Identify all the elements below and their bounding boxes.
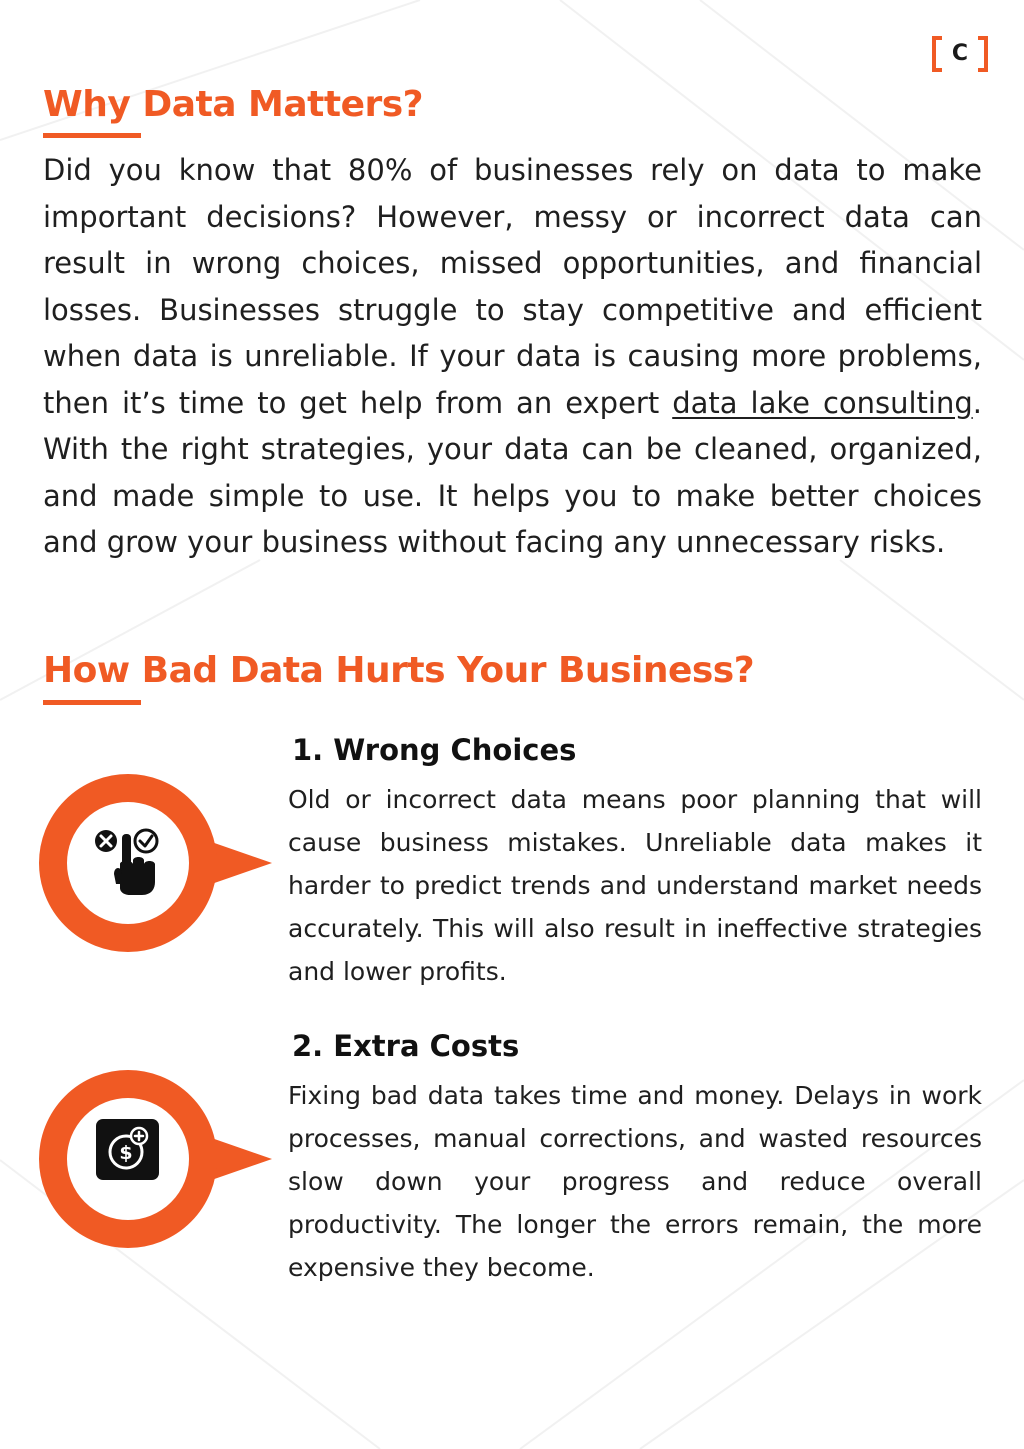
logo-letter: C xyxy=(951,41,969,66)
data-lake-consulting-link[interactable]: data lake consulting xyxy=(672,385,973,420)
item-title-extra-costs: 2. Extra Costs xyxy=(292,1029,520,1063)
svg-text:$: $ xyxy=(119,1142,133,1164)
section-heading-why-data-matters: Why Data Matters? xyxy=(43,84,424,125)
intro-text-end: . With the right strategies, your data can be cleaned, organized, and made simple to use. It helps you to make better choices and grow your business without facing any unnecessary risks. xyxy=(43,385,982,559)
intro-paragraph xyxy=(43,147,982,566)
heading-underline xyxy=(43,133,141,138)
section-heading-bad-data: How Bad Data Hurts Your Business? xyxy=(43,650,755,691)
brand-logo xyxy=(932,36,988,72)
heading-underline xyxy=(43,700,141,705)
item-title-wrong-choices: 1. Wrong Choices xyxy=(292,733,577,767)
item-body-extra-costs: Fixing bad data takes time and money. Delays in work processes, manual corrections, and wasted resources slow down your progress and reduce overall productivity. The longer the errors remain, the more expensive they become. xyxy=(288,1081,982,1282)
dollar-plus-icon xyxy=(96,1119,159,1180)
item-body-wrong-choices: Old or incorrect data means poor planning that will cause business mistakes. Unreliable data makes it harder to predict trends and understand market needs accurately. This will also result in ineffective strategies and lower profits. xyxy=(288,785,982,986)
intro-text-start: Did you know that 80% of businesses rely on data to make important decisions? However, messy or incorrect data can result in wrong choices, missed opportunities, and financial losses. Businesses struggle to stay competitive and efficient when data is unreliable. If your data is causing more problems, then it’s time to get help from an expert xyxy=(43,153,982,420)
wrong-choices-badge xyxy=(36,770,276,956)
extra-costs-badge xyxy=(36,1066,276,1252)
